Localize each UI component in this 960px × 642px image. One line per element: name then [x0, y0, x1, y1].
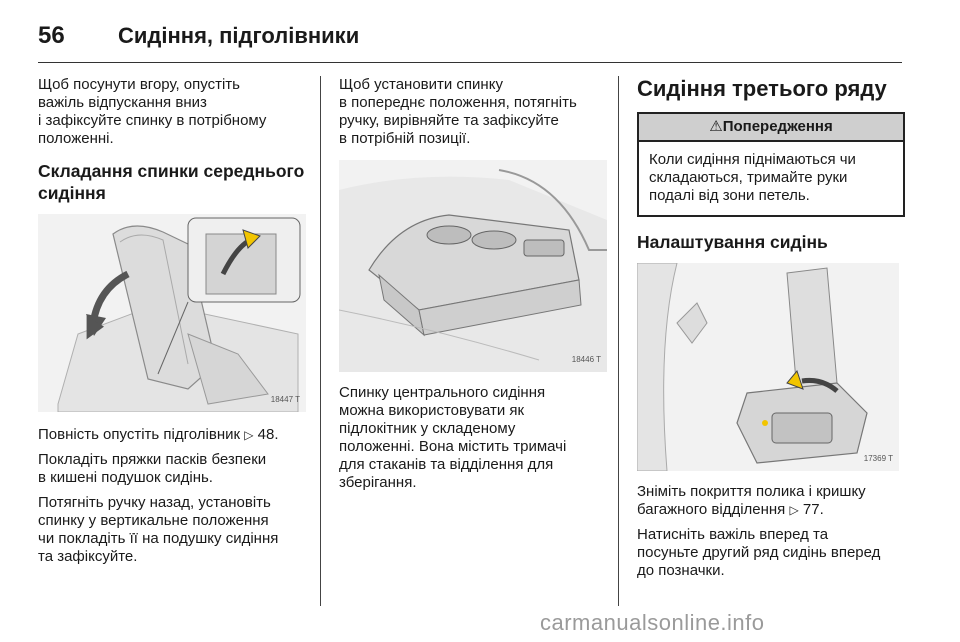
- third-row-seat-illustration: [637, 263, 899, 471]
- intro-paragraph: Щоб посунути вгору, опустіть важіль відпускання вниз і зафіксуйте спинку в потрібному положенні.: [38, 76, 267, 147]
- triangle-ref-icon: ▷: [789, 503, 799, 517]
- warning-triangle-icon: ⚠: [709, 118, 723, 135]
- page-reference[interactable]: 77.: [802, 501, 824, 518]
- page-reference[interactable]: 48.: [257, 426, 279, 443]
- figure-code: 17369 T: [863, 454, 893, 463]
- step-paragraph: Повність опустіть підголівник ▷ 48.: [38, 426, 279, 443]
- step-paragraph: Натисніть важіль вперед та посуньте другий ряд сидінь вперед до позначки.: [637, 526, 881, 579]
- step-paragraph: Потягніть ручку назад, установіть спинку у вертикальне положення чи покладіть її на подушку сидіння та зафіксуйте.: [38, 494, 279, 565]
- section-heading: Складання спинки середнього сидіння: [38, 161, 305, 203]
- column-divider: [320, 76, 321, 606]
- triangle-ref-icon: ▷: [244, 428, 254, 442]
- page-number: 56: [38, 22, 65, 49]
- column-3: [637, 76, 905, 587]
- warning-header: ⚠Попередження: [639, 114, 903, 142]
- page-title: Сидіння, підголівники: [118, 23, 360, 48]
- watermark: carmanualsonline.info: [540, 610, 765, 635]
- warning-box: [637, 112, 905, 217]
- warning-body: Коли сидіння піднімаються чи складаються, тримайте руки подалі від зони петель.: [649, 151, 856, 204]
- column-2: [339, 76, 609, 499]
- step-paragraph: Зніміть покриття полика і кришку багажного відділення ▷ 77.: [637, 483, 866, 518]
- page-header: [38, 16, 359, 56]
- intro-paragraph: Щоб установити спинку в попереднє положення, потягніть ручку, вирівняйте та зафіксуйте в потрібній позиції.: [339, 76, 577, 147]
- step-paragraph: Покладіть пряжки пасків безпеки в кишені подушок сидінь.: [38, 451, 267, 486]
- figure-code: 18447 T: [270, 395, 300, 404]
- section-heading: Сидіння третього ряду: [637, 76, 887, 101]
- seat-backrest-illustration: [38, 214, 306, 412]
- armrest-illustration: [339, 160, 607, 372]
- column-1: [38, 76, 308, 573]
- figure-code: 18446 T: [571, 355, 601, 364]
- header-rule: [38, 62, 902, 63]
- subsection-heading: Налаштування сидінь: [637, 232, 828, 252]
- column-divider: [618, 76, 619, 606]
- body-paragraph: Спинку центрального сидіння можна використовувати як підлокітник у складеному положенні. Вона містить тримачі для стаканів та відділення для зберігання.: [339, 384, 567, 491]
